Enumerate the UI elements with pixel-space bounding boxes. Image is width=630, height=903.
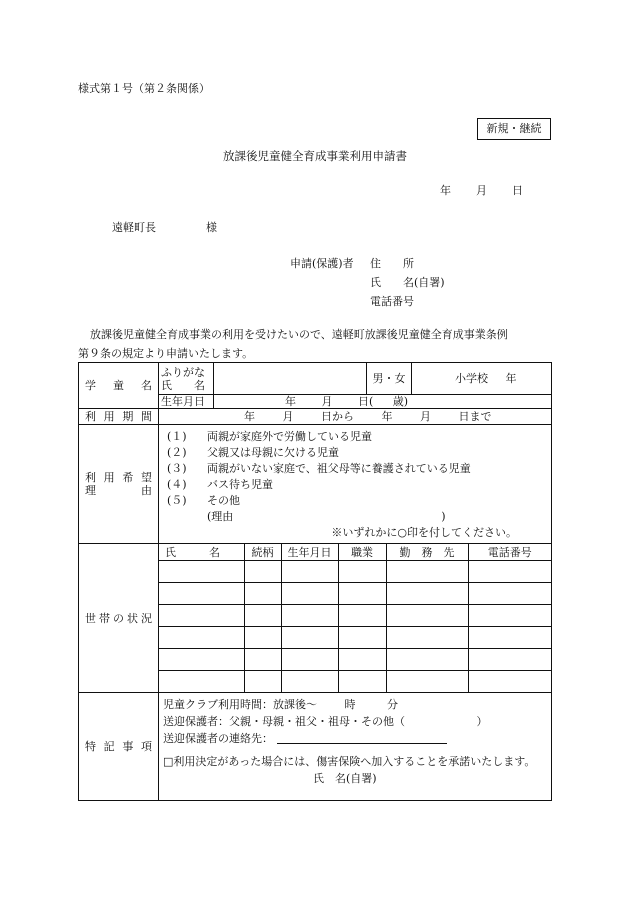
addressee-honorific: 様	[206, 221, 217, 234]
reason-other-open: (理由	[207, 509, 234, 523]
period-from-day: 日から	[321, 410, 354, 423]
reason-option-2-text: 父親又は母親に欠ける児童	[207, 445, 339, 459]
reason-option-3[interactable]	[167, 460, 543, 476]
reason-option-1-number: (１)	[167, 429, 187, 443]
dob-input[interactable]	[214, 395, 552, 409]
household-header-row	[159, 544, 551, 561]
applicant-name-label: 氏 名(自署)	[370, 276, 445, 289]
form-number: 様式第１号（第２条関係）	[78, 82, 210, 95]
reason-row	[79, 425, 552, 544]
period-label: 利用期間	[79, 409, 159, 425]
household-table	[159, 544, 551, 692]
child-label: 学 童 名	[79, 363, 159, 409]
escort-contact-field[interactable]	[163, 730, 547, 747]
reason-option-4[interactable]	[167, 476, 543, 492]
reason-option-5[interactable]	[167, 492, 543, 508]
table-row[interactable]	[159, 583, 551, 605]
dob-year: 年	[285, 395, 296, 408]
reason-label	[79, 425, 159, 544]
reason-option-5-text: その他	[207, 493, 240, 507]
application-form-table	[78, 362, 552, 801]
table-row[interactable]	[159, 671, 551, 693]
school-label: 小学校	[455, 372, 488, 385]
furigana-label: ふりがな	[161, 365, 205, 379]
household-table-cell	[159, 544, 552, 693]
table-row[interactable]	[159, 649, 551, 671]
club-time-field[interactable]	[163, 696, 547, 713]
dob-label: 生年月日	[159, 395, 214, 409]
child-row	[79, 363, 552, 395]
addressee: 遠軽町長	[112, 221, 156, 234]
child-name-input[interactable]	[214, 363, 367, 395]
period-to-day: 日まで	[458, 410, 492, 423]
reason-label-line-1: 利用希望	[85, 471, 152, 484]
date-year-label: 年	[440, 184, 451, 197]
household-header-workplace: 勤 務 先	[386, 544, 468, 561]
gender-select[interactable]: 男・女	[367, 363, 412, 395]
reason-option-4-text: バス待ち児童	[207, 477, 273, 491]
household-row	[79, 544, 552, 693]
applicant-phone-label: 電話番号	[370, 295, 414, 308]
period-from-year: 年	[244, 410, 255, 423]
application-type-label: 新規・継続	[486, 122, 542, 135]
escort-options: 送迎保護者：父親・母親・祖父・祖母・その他（	[163, 715, 405, 728]
household-header-relation: 続柄	[244, 544, 281, 561]
household-label: 世帯の状況	[79, 544, 159, 693]
reason-option-2-number: (２)	[167, 445, 187, 459]
period-row	[79, 409, 552, 425]
reason-options	[159, 425, 552, 544]
household-header-dob: 生年月日	[281, 544, 338, 561]
special-label: 特記事項	[79, 693, 159, 801]
escort-field[interactable]	[163, 713, 547, 730]
date-day-label: 日	[512, 184, 523, 197]
special-content	[159, 693, 552, 801]
date-month-label: 月	[476, 184, 487, 197]
insurance-consent[interactable]: □利用決定があった場合には、傷害保険へ加入することを承諾いたします。	[163, 755, 536, 768]
reason-option-2[interactable]	[167, 444, 543, 460]
reason-option-5-number: (５)	[167, 493, 187, 507]
special-row	[79, 693, 552, 801]
period-input[interactable]	[159, 409, 552, 425]
dob-day: 日(	[358, 395, 374, 408]
dob-age: 歳)	[392, 395, 409, 408]
applicant-address-label: 住 所	[370, 257, 414, 270]
reason-option-3-text: 両親がいない家庭で、祖父母等に養護されている児童	[207, 461, 471, 475]
reason-option-3-number: (３)	[167, 461, 187, 475]
child-name-label: 氏 名	[161, 378, 205, 392]
period-to-month: 月	[420, 410, 431, 423]
intro-line-2: 第９条の規定より申請いたします。	[78, 347, 254, 360]
reason-other-close: )	[441, 509, 446, 523]
period-to-year: 年	[381, 410, 393, 423]
club-time-hour: 時	[344, 698, 356, 711]
table-row[interactable]	[159, 561, 551, 583]
intro-line-1: 放課後児童健全育成事業の利用を受けたいので、遠軽町放課後児童健全育成事業条例	[90, 328, 508, 341]
escort-contact-input[interactable]	[277, 731, 447, 744]
reason-option-1-text: 両親が家庭外で労働している児童	[207, 429, 372, 443]
school-grade-field[interactable]	[412, 363, 552, 395]
household-header-phone: 電話番号	[468, 544, 551, 561]
applicant-label: 申請(保護)者	[290, 257, 354, 270]
reason-other-field[interactable]	[167, 508, 543, 524]
escort-close: ）	[476, 715, 488, 728]
household-header-occupation: 職業	[338, 544, 386, 561]
child-name-labels	[159, 363, 214, 395]
grade-label: 年	[505, 372, 517, 385]
application-type-box[interactable]	[477, 118, 551, 140]
consent-signature-label: 氏 名(自署)	[313, 772, 377, 785]
club-time-minute: 分	[387, 698, 398, 711]
table-row[interactable]	[159, 627, 551, 649]
page-title: 放課後児童健全育成事業利用申請書	[223, 149, 407, 163]
household-header-name: 氏 名	[159, 544, 244, 561]
dob-month: 月	[321, 395, 333, 408]
escort-contact-label: 送迎保護者の連絡先：	[163, 732, 273, 745]
reason-option-1[interactable]	[167, 428, 543, 444]
reason-option-4-number: (４)	[167, 477, 187, 491]
reason-label-line-2: 理由	[85, 484, 152, 497]
club-time-label: 児童クラブ利用時間：放課後～	[163, 698, 317, 711]
reason-note: ※いずれかに○印を付してください。	[331, 525, 517, 539]
period-from-month: 月	[282, 410, 294, 423]
table-row[interactable]	[159, 605, 551, 627]
